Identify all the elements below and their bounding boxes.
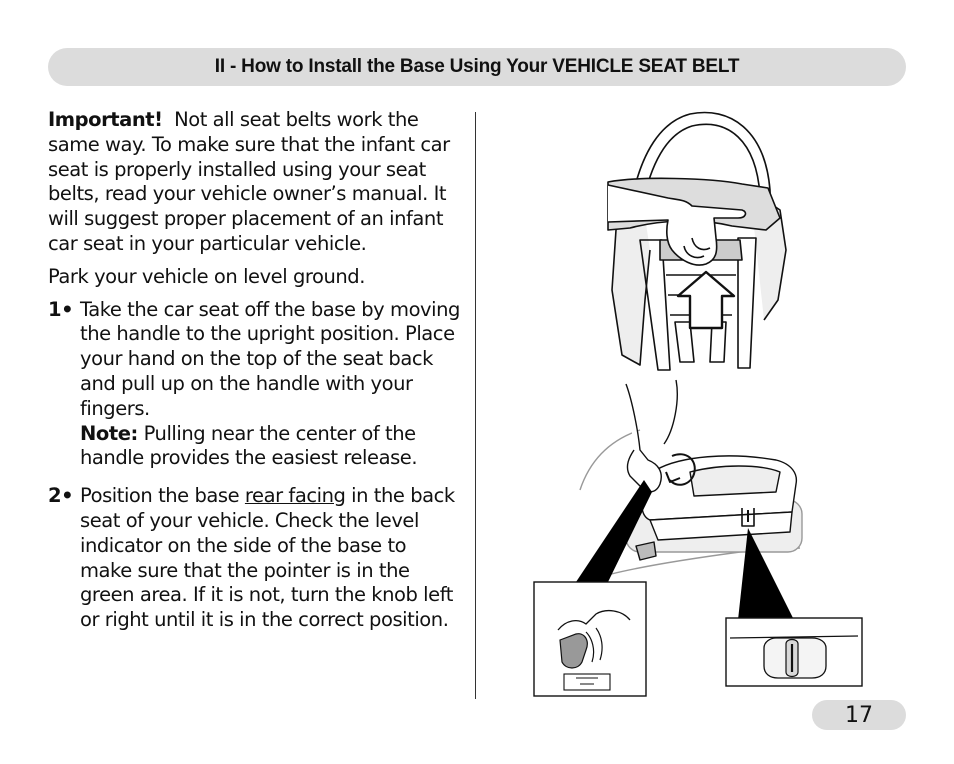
important-paragraph (48, 108, 460, 257)
park-instruction: Park your vehicle on level ground. (48, 264, 365, 288)
car-seat-illustration (608, 113, 786, 370)
section-title: II - How to Install the Base Using Your VEHICLE SEAT BELT (214, 56, 740, 77)
knob-detail-inset (534, 582, 646, 696)
section-header (48, 48, 906, 86)
level-indicator-inset (726, 618, 862, 686)
instructions-column (48, 108, 460, 633)
step-2-text-before: Position the base (80, 484, 240, 508)
step-2 (48, 484, 460, 633)
column-divider (475, 112, 476, 699)
step-2-number: 2• (48, 484, 74, 508)
note-text: Pulling near the center of the handle provides the easiest release. (80, 421, 418, 470)
step-1-note (80, 422, 460, 472)
note-label: Note: (80, 421, 138, 445)
installation-illustrations (480, 100, 900, 700)
step-1 (48, 298, 460, 472)
step-2-text (80, 484, 460, 633)
page-number-badge (812, 700, 906, 730)
page-number: 17 (845, 702, 873, 728)
important-text: Not all seat belts work the same way. To make sure that the infant car seat is properly installed using your seat belts, read your vehicle owner’s manual. It will suggest proper placement of an infant car seat in your particular vehicle. (48, 108, 450, 255)
step-1-text: Take the car seat off the base by moving the handle to the upright position. Place your hand on the top of the seat back and pull up on the handle with your fingers. (80, 297, 460, 420)
step-1-number: 1• (48, 297, 74, 321)
rear-facing-underlined: rear facing (244, 484, 346, 508)
step-2-text-after: in the back seat of your vehicle. Check the level indicator on the side of the base to make sure that the pointer is in the green area. If it is not, turn the knob left or right until it is in the correct position. (80, 484, 455, 632)
important-label: Important! (48, 108, 163, 131)
